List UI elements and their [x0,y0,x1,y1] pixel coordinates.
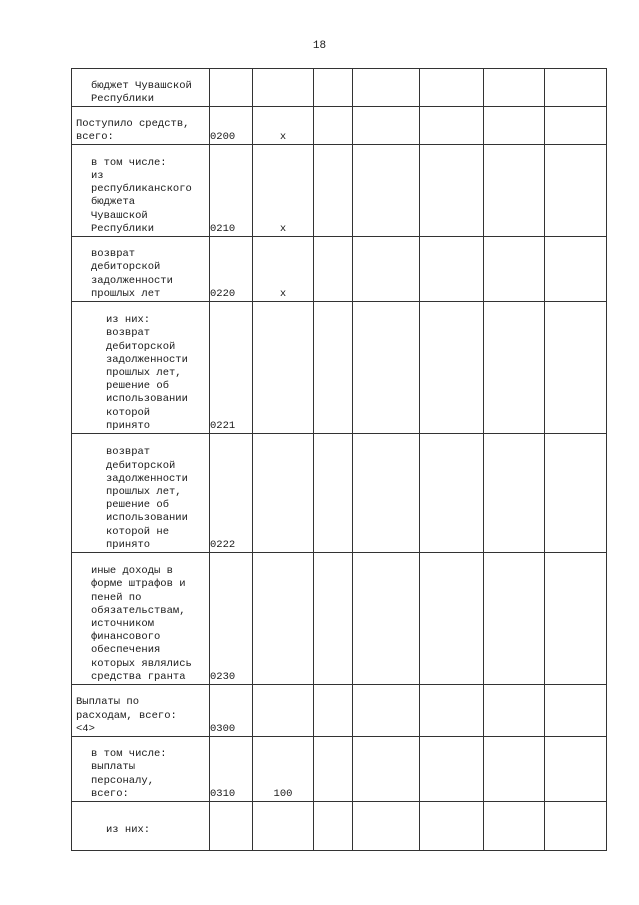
value-cell [353,553,420,685]
value-cell [420,237,484,302]
value-cell [420,553,484,685]
value-cell [353,145,420,237]
row-description: Поступило средств, всего: [72,107,210,145]
report-table [71,68,607,851]
table-row [72,434,607,553]
value-cell [545,302,607,434]
row-kbk [253,302,314,434]
value-cell [314,145,353,237]
row-code: 0300 [210,685,253,737]
value-cell [545,737,607,802]
value-cell [545,434,607,553]
table-row [72,737,607,802]
row-code: 0222 [210,434,253,553]
row-kbk: x [253,107,314,145]
row-description: в том числе: из республиканского бюджета Чувашской Республики [72,145,210,237]
value-cell [353,434,420,553]
value-cell [420,737,484,802]
table-row [72,553,607,685]
row-code: 0210 [210,145,253,237]
value-cell [420,685,484,737]
value-cell [353,802,420,851]
value-cell [314,685,353,737]
value-cell [314,553,353,685]
value-cell [484,685,545,737]
table-row [72,685,607,737]
row-description: из них: [72,802,210,851]
row-kbk: x [253,145,314,237]
row-code: 0230 [210,553,253,685]
value-cell [420,302,484,434]
row-description: Выплаты по расходам, всего: <4> [72,685,210,737]
row-kbk [253,434,314,553]
row-description: возврат дебиторской задолженности прошлых лет [72,237,210,302]
value-cell [545,685,607,737]
value-cell [484,737,545,802]
value-cell [353,107,420,145]
value-cell [484,802,545,851]
row-description: в том числе: выплаты персоналу, всего: [72,737,210,802]
table-row [72,69,607,107]
value-cell [314,237,353,302]
value-cell [484,107,545,145]
value-cell [420,107,484,145]
value-cell [484,145,545,237]
row-code: 0200 [210,107,253,145]
row-kbk [253,802,314,851]
value-cell [314,69,353,107]
table-row [72,802,607,851]
row-kbk [253,685,314,737]
value-cell [420,434,484,553]
row-code: 0310 [210,737,253,802]
row-kbk: x [253,237,314,302]
value-cell [314,434,353,553]
value-cell [545,145,607,237]
value-cell [420,802,484,851]
table-row [72,145,607,237]
table-row [72,107,607,145]
row-description: бюджет Чувашской Республики [72,69,210,107]
table-row [72,302,607,434]
value-cell [484,302,545,434]
value-cell [314,302,353,434]
value-cell [545,237,607,302]
value-cell [314,802,353,851]
page-number: 18 [312,40,327,52]
value-cell [484,69,545,107]
value-cell [314,737,353,802]
value-cell [484,553,545,685]
value-cell [545,802,607,851]
value-cell [314,107,353,145]
value-cell [353,302,420,434]
value-cell [484,237,545,302]
row-description: иные доходы в форме штрафов и пеней по обязательствам, источником финансового обеспечения которых являлись средства гранта [72,553,210,685]
row-code [210,69,253,107]
row-code: 0221 [210,302,253,434]
value-cell [545,69,607,107]
value-cell [420,145,484,237]
row-code: 0220 [210,237,253,302]
value-cell [353,737,420,802]
row-code [210,802,253,851]
row-description: возврат дебиторской задолженности прошлых лет, решение об использовании которой не принято [72,434,210,553]
row-kbk: 100 [253,737,314,802]
row-kbk [253,69,314,107]
value-cell [545,553,607,685]
value-cell [420,69,484,107]
table-row [72,237,607,302]
value-cell [484,434,545,553]
row-kbk [253,553,314,685]
value-cell [353,237,420,302]
value-cell [353,69,420,107]
value-cell [353,685,420,737]
report-body [72,69,607,851]
value-cell [545,107,607,145]
row-description: из них: возврат дебиторской задолженности прошлых лет, решение об использовании которой принято [72,302,210,434]
